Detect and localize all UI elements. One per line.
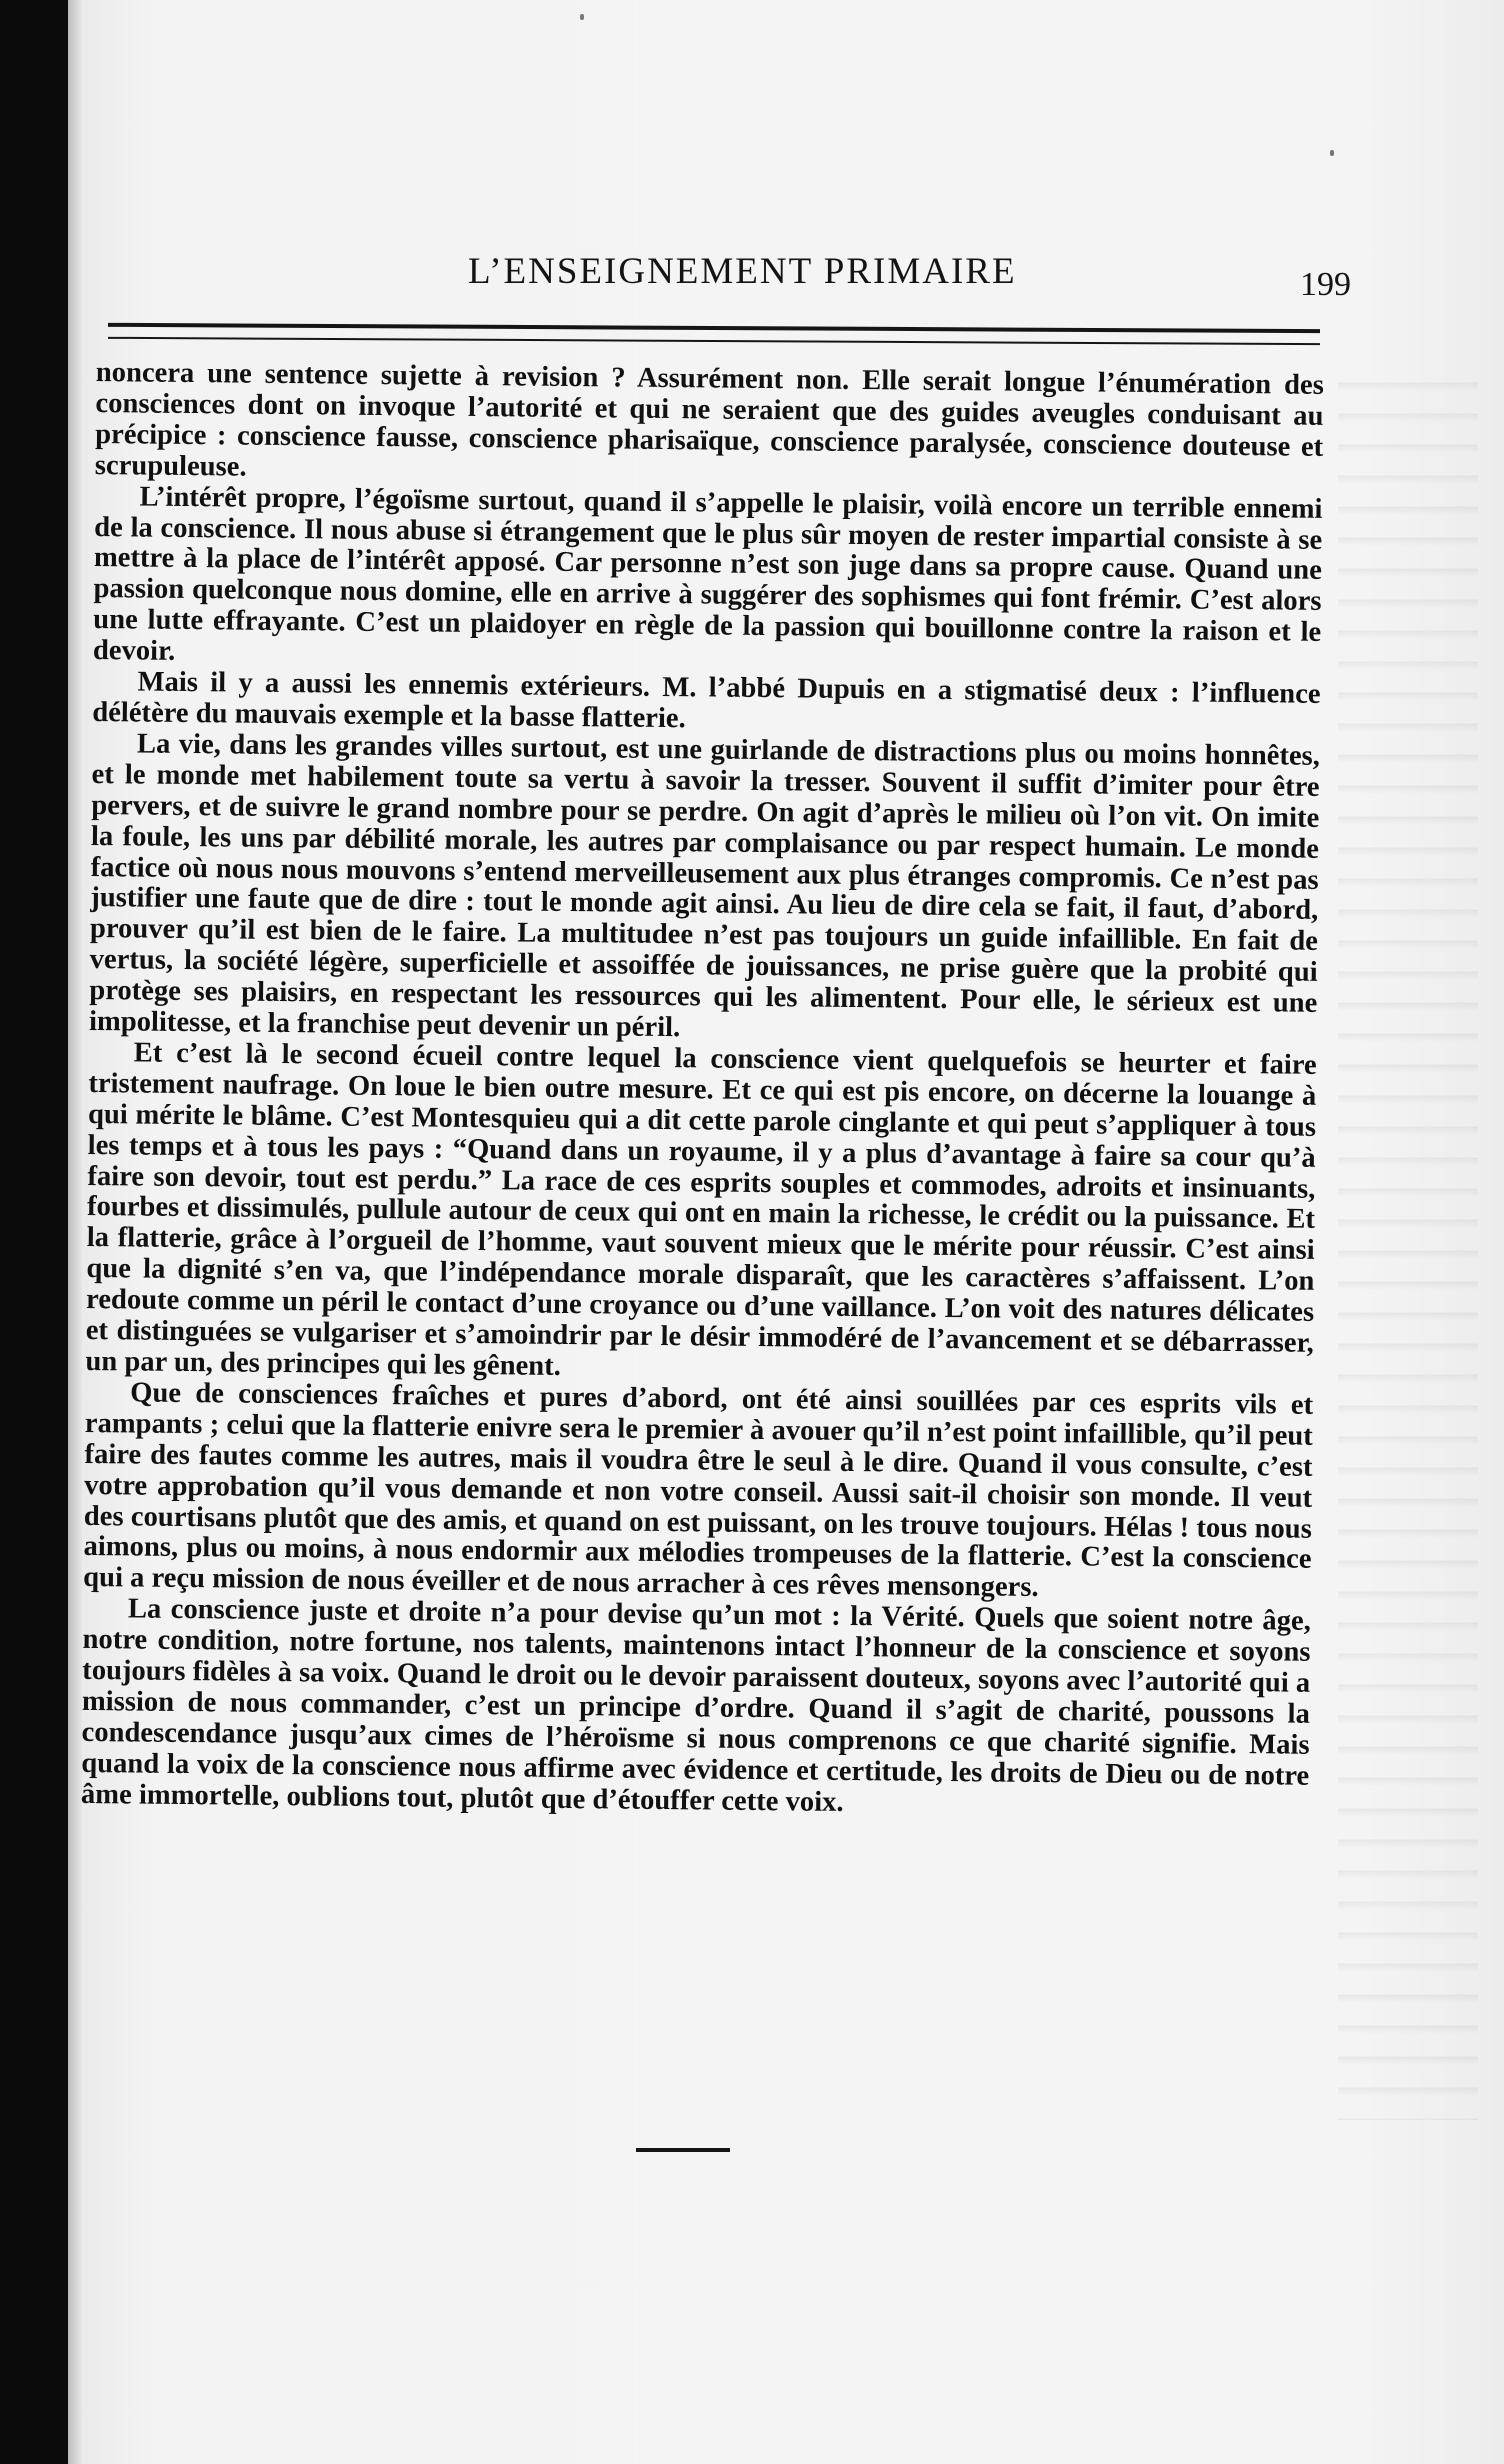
paragraph-6: Que de consciences fraîches et pures d’abord, ont été ainsi souillées par ces esprits vils et rampants ; celui que la flatterie enivre sera le premier à avouer qu’il n’est point infaillible, qu’il peut faire des fautes comme les autres, mais il voudra être le seul à le dire. Quand il vous consulte, c’est votre approbation qu’il vous demande et non votre conseil. Aussi sait-il choisir son monde. Il veut des courtisans plutôt que des amis, et quand on est puissant, on les trouve toujours. Hélas ! tous nous aimons, plus ou moins, à nous endormir aux mélodies trompeuses de la flatterie. C’est la conscience qui a reçu mission de nous éveiller et de nous arracher à ces rêves mensongers.	[83, 1377, 1314, 1604]
book-page	[68, 0, 1504, 2464]
show-through-text	[1338, 360, 1478, 2120]
paragraph-5: Et c’est là le second écueil contre lequel la conscience vient quelquefois se heurter et faire tristement naufrage. On loue le bien outre mesure. Et ce qui est pis encore, on décerne la louange à qui mérite le blâme. C’est Montesquieu qui a dit cette parole cinglante et qui peut s’appliquer à tous les temps et à tous les pays : “Quand dans un royaume, il y a plus d’avantage à faire sa cour qu’à faire son devoir, tout est perdu.” La race de ces esprits souples et commodes, adroits et insinuants, fourbes et dissimulés, pullule autour de ceux qui ont en main la richesse, le crédit ou la puissance. Et la flatterie, grâce à l’orgueil de l’homme, vaut souvent mieux que le mérite pour réussir. C’est ainsi que la dignité s’en va, que l’indépendance morale disparaît, que les caractères s’affaissent. L’on redoute comme un péril le contact d’une croyance ou d’une vaillance. L’on voit des natures délicates et distinguées se vulgariser et s’amoindrir par le désir immodéré de l’avancement et se débarrasser, un par un, des principes qui les gênent.	[85, 1037, 1317, 1382]
paragraph-7: La conscience juste et droite n’a pour devise qu’un mot : la Vérité. Quels que soient notre âge, notre condition, notre fortune, nos talents, maintenons intact l’honneur de la conscience et soyons toujours fidèles à sa voix. Quand le droit ou le devoir paraissent douteux, soyons avec l’autorité qui a mission de nous commander, c’est un principe d’ordre. Quand il s’agit de charité, poussons la condescendance jusqu’aux cimes de l’héroïsme si nous comprenons ce que charité signifie. Mais quand la voix de la conscience nous affirme avec évidence et certitude, les droits de Dieu ou de notre âme immortelle, oublions tout, plutôt que d’étouffer cette voix.	[80, 1593, 1311, 1818]
dust-speck	[1330, 150, 1334, 156]
header-rule-thick	[108, 323, 1320, 333]
dust-speck	[580, 14, 584, 20]
paragraph-2: L’intérêt propre, l’égoïsme surtout, quand il s’appelle le plaisir, voilà encore un terrible ennemi de la conscience. Il nous abuse si étrangement que le plus sûr moyen de rester impartial consiste à se mettre à la place de l’intérêt apposé. Car personne n’est son juge dans sa propre cause. Quand une passion quelconque nous domine, elle en arrive à suggérer des sophismes qui font frémir. C’est alors une lutte effrayante. C’est un plaidoyer en règle de la passion qui bouillonne contre la raison et le devoir.	[92, 481, 1323, 668]
article-body	[81, 358, 1324, 1823]
paragraph-4: La vie, dans les grandes villes surtout, est une guirlande de distractions plus ou moins honnêtes, et le monde met habilement toute sa vertu à savoir la tresser. Souvent il suffit d’imiter pour être pervers, et de suivre le grand nombre pour se perdre. On agit d’après le milieu où l’on vit. On imite la foule, les uns par débilité morale, les autres par complaisance ou par respect humain. Le monde factice où nous nous mouvons s’entend merveilleusement aux plus étranges compromis. Ce n’est pas justifier une faute que de dire : tout le monde agit ainsi. Au lieu de dire cela se fait, il faut, d’abord, prouver qu’il est bien de le faire. La multitudee n’est pas toujours un guide infaillible. En fait de vertus, la société légère, superficielle et assoiffée de jouissances, ne prise guère que la probité qui protège ses plaisirs, en respectant les ressources qui les alimentent. Pour elle, le sérieux est une impolitesse, et la franchise peut devenir un péril.	[88, 728, 1321, 1044]
paragraph-1: noncera une sentence sujette à revision ? Assurément non. Elle serait longue l’énumération des consciences dont on invoque l’autorité et qui ne seraient que des guides aveugles conduisant au précipice : conscience fausse, conscience pharisaïque, conscience paralysée, conscience douteuse et scrupuleuse.	[94, 357, 1324, 483]
paragraph-3: Mais il y a aussi les ennemis extérieurs. M. l’abbé Dupuis en a stigmatisé deux : l’influence délétère du mauvais exemple et la basse flatterie.	[92, 666, 1321, 735]
page-number: 199	[1300, 266, 1351, 303]
page-gutter-shadow	[68, 0, 82, 2464]
header-rule-thin	[108, 337, 1320, 345]
section-end-rule	[636, 2148, 730, 2152]
running-title: L’ENSEIGNEMENT PRIMAIRE	[468, 251, 1017, 292]
